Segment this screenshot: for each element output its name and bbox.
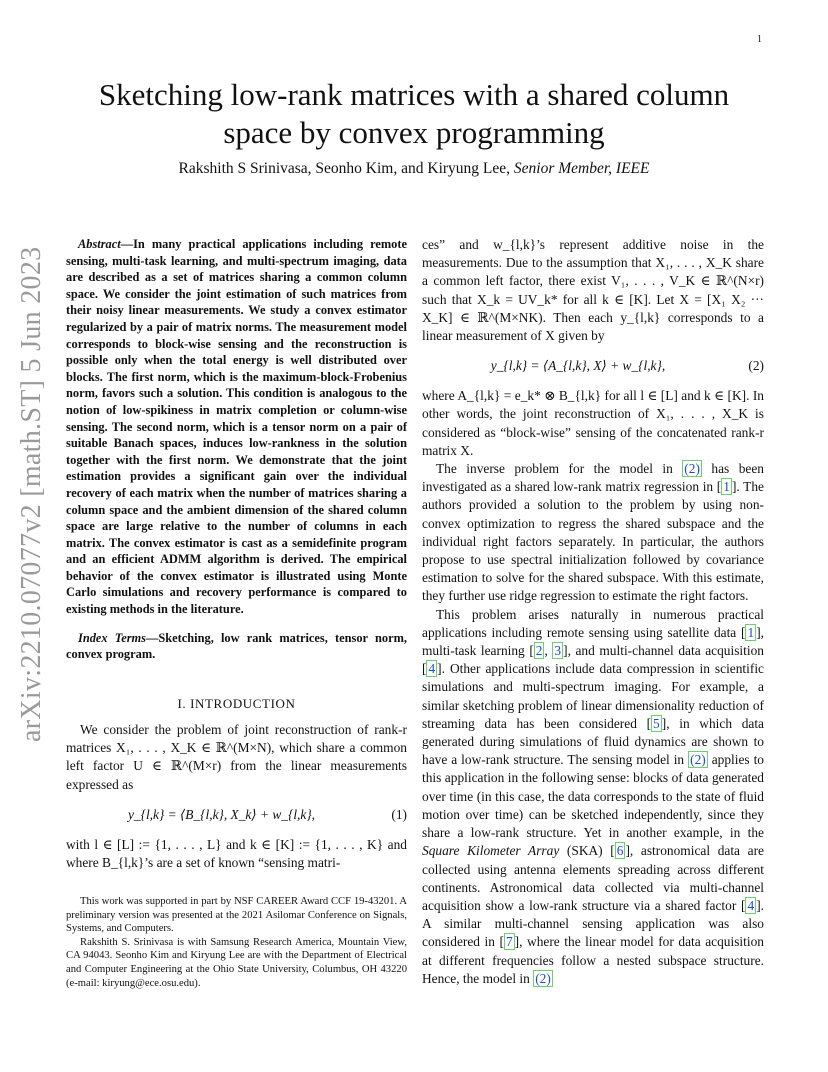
left-column: [66, 236, 407, 872]
text-run: ], in which data generated during simulations of fluid dynamics are shown to have a low-rank structure. The sensing model in: [422, 715, 765, 768]
text-run: ], multi-task learning [: [422, 624, 764, 659]
citation-link[interactable]: 1: [723, 479, 730, 495]
right-paragraph-2: where A_{l,k} = e_k* ⊗ B_{l,k} for all l ∈ [L] and k ∈ [K]. In other words, the joint reconstruction of X₁, . . . , X_K is considered as “block-wise” sensing of the concatenated rank-r matrix X.: [422, 388, 764, 458]
intro-paragraph-1: We consider the problem of joint reconstruction of rank-r matrices X₁, . . . , X_K ∈ ℝ^(M×N), which share a common left factor U ∈ ℝ^(M×r) from the linear measurements expressed as: [66, 722, 407, 792]
index-terms-body: —Sketching, low rank matrices, tensor norm, convex program.: [66, 630, 407, 662]
right-column: [422, 236, 764, 988]
footnote-affiliations: Rakshith S. Srinivasa is with Samsung Research America, Mountain View, CA 94043. Seonho Kim and Kiryung Lee are with the Department of Electrical and Computer Engineering at the Ohio State University, Columbus, OH 43220 (e-mail: kiryung@ece.osu.edu).: [66, 936, 407, 989]
arxiv-identifier[interactable]: arXiv:2210.07077v2 [math.ST] 5 Jun 2023: [16, 246, 47, 742]
equation-reference-link[interactable]: (2): [690, 752, 706, 768]
equation-reference-link[interactable]: (2): [684, 461, 700, 477]
author-role: Senior Member, IEEE: [513, 160, 650, 177]
text-run: ,: [544, 643, 553, 659]
footnote-funding: This work was supported in part by NSF CAREER Award CCF 19-43201. A preliminary version was presented at the 2021 Asilomar Conference on Signals, Systems, and Computers.: [66, 896, 407, 935]
author-list: [60, 160, 768, 178]
title-line-2: space by convex programming: [223, 115, 605, 150]
right-paragraph-3: [422, 460, 764, 606]
citation-link[interactable]: 4: [747, 897, 755, 913]
footnote: [66, 895, 407, 990]
equation-reference-link[interactable]: (2): [535, 970, 551, 986]
title-line-1: Sketching low-rank matrices with a shared column: [98, 77, 730, 112]
text-run: applies to this application in the following sense: blocks of data generated over time (in this case, the data corresponds to the state of fluid motion over time) can be sketched independently, since they share a low-rank structure. Yet in another example, in the: [422, 752, 765, 841]
equation-1-body: y_{l,k} = ⟨B_{l,k}, X_k⟩ + w_{l,k},: [127, 806, 316, 822]
text-run: ], where the linear model for data acquisition at different frequencies follow a nested subspace structure. Hence, the model in: [422, 934, 764, 986]
text-run: ]. Other applications include data compression in scientific simulations and multi-spectrum imaging. For example, a similar sketching problem of linear dimensionality reduction of streaming data has been considered [: [422, 661, 764, 731]
intro-paragraph-2: with l ∈ [L] := {1, . . . , L} and k ∈ [K] := {1, . . . , K} and where B_{l,k}’s are a set of known “sensing matri-: [66, 836, 407, 871]
text-run: has been investigated as a shared low-rank matrix regression in [: [422, 461, 764, 495]
index-terms-lead: Index Terms: [78, 630, 146, 645]
abstract: [66, 236, 407, 618]
right-paragraph-4: [422, 606, 764, 988]
text-run: This problem arises naturally in numerous practical applications including remote sensing using satellite data [: [422, 606, 764, 640]
equation-1-number: (1): [391, 806, 407, 822]
text-run: ], and multi-channel data acquisition [: [422, 643, 764, 677]
text-run: The inverse problem for the model in: [436, 461, 683, 477]
equation-2-body: y_{l,k} = ⟨A_{l,k}, X⟩ + w_{l,k},: [490, 358, 666, 374]
right-paragraph-1: ces” and w_{l,k}’s represent additive noise in the measurements. Due to the assumption that X₁, . . . , X_K share a common left factor, there exist V₁, . . . , V_K ∈ ℝ^(N×r) such that X_k = UV_k* for all k ∈ [K]. Let X = [X₁ X₂ ··· X_K] ∈ ℝ^(M×NK). Then each y_{l,k} corresponds to a linear measurement of X given by: [422, 237, 764, 344]
text-run: ]. A similar multi-channel sensing application was also considered in [: [422, 897, 764, 950]
citation-link[interactable]: 3: [554, 643, 562, 659]
citation-link[interactable]: 5: [653, 715, 660, 731]
author-names: Rakshith S Srinivasa, Seonho Kim, and Kiryung Lee,: [178, 160, 511, 177]
equation-2: [422, 355, 764, 377]
text-run-italic: Square Kilometer Array: [422, 843, 560, 859]
citation-link[interactable]: 4: [428, 661, 436, 677]
paper-title: [60, 76, 768, 152]
citation-link[interactable]: 2: [535, 643, 543, 659]
text-run: (SKA) [: [559, 843, 615, 859]
section-heading-introduction: I. INTRODUCTION: [177, 695, 296, 711]
citation-link[interactable]: 6: [616, 843, 624, 859]
citation-link[interactable]: 1: [747, 624, 755, 640]
index-terms: [66, 630, 407, 663]
text-run: ], astronomical data are collected using antenna elements spreading across different continents. Astronomical data collected via multi-channel acquisition show a low-rank structure via a shared factor [: [422, 843, 764, 913]
text-run: ]. The authors provided a solution to the problem by using non-convex optimization to regress the shared subspace and the individual right factors separately. In particular, the authors propose to use spectral initialization followed by covariance estimation to solve for the shared subspace. With this estimate, they further use ridge regression to estimate the right factors.: [422, 479, 764, 604]
abstract-body: —In many practical applications including remote sensing, multi-task learning, and multi-spectrum imaging, data are described as a set of matrices sharing a common column space. We consider the joint estimation of such matrices from their noisy linear measurements. We study a convex estimator regularized by a pair of matrix norms. The measurement model corresponds to block-wise sensing and the reconstruction is possible only when the total energy is well distributed over blocks. The first norm, which is the maximum-block-Frobenius norm, favors such a solution. This condition is analogous to the notion of low-spikiness in matrix completion or column-wise sensing. The second norm, which is a tensor norm on a pair of suitable Banach spaces, induces low-rankness in the solution together with the first norm. We demonstrate that the joint estimation provides a significant gain over the individual recovery of each matrix when the number of matrices sharing a column space and the ambient dimension of the shared column space are large relative to the number of columns in each matrix. The convex estimator is cast as a semidefinite program and an efficient ADMM algorithm is derived. The empirical behavior of the convex estimator is illustrated using Monte Carlo simulations and recovery performance is compared to existing methods in the literature.: [66, 237, 407, 617]
equation-2-number: (2): [748, 358, 764, 374]
page-number: 1: [757, 34, 762, 45]
citation-link[interactable]: 7: [505, 934, 513, 950]
equation-1: [66, 804, 407, 826]
abstract-lead: Abstract: [78, 237, 121, 251]
